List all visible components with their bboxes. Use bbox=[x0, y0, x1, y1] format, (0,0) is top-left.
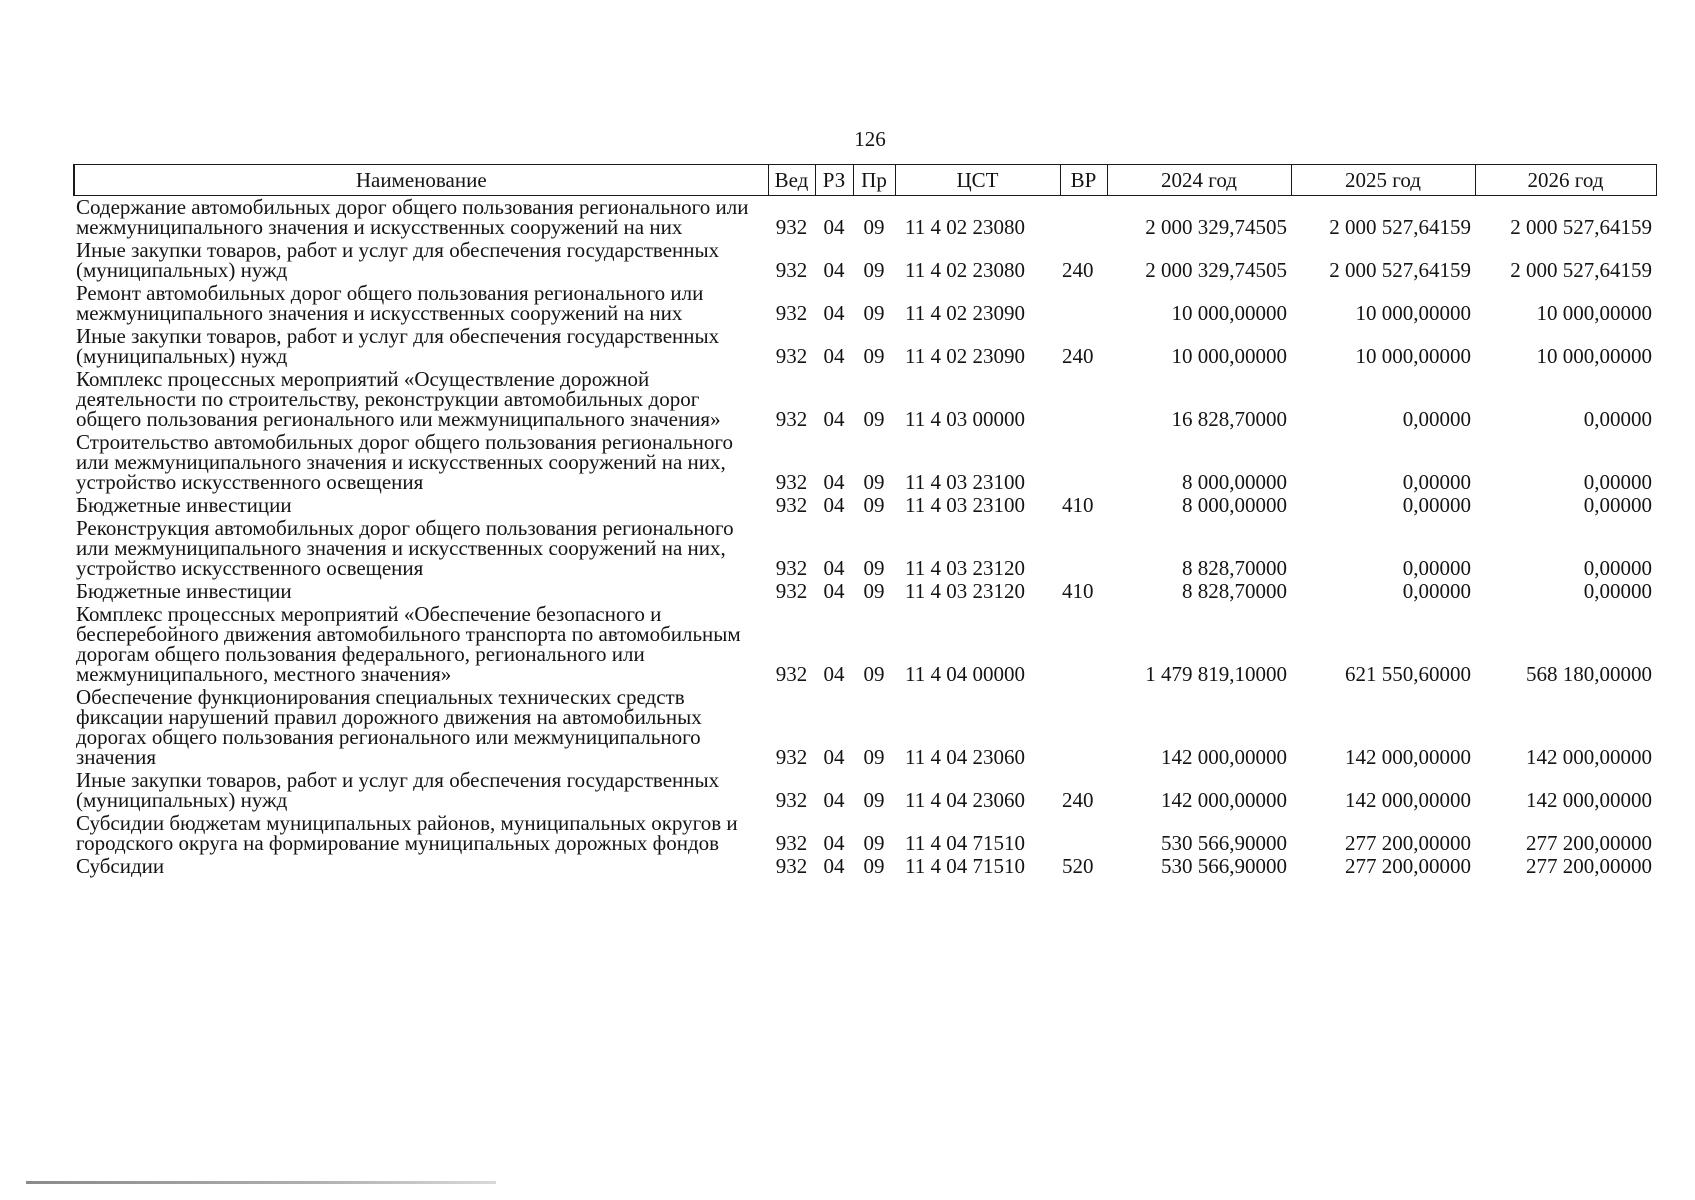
row-vr bbox=[1060, 282, 1107, 325]
row-pr: 09 bbox=[863, 493, 885, 517]
table-row bbox=[74, 282, 1656, 325]
row-rz: 04 bbox=[823, 493, 845, 517]
table-body bbox=[74, 196, 1656, 879]
row-name: Обеспечение функционирования специальных технических средств фиксации нарушений правил дорожного движения на автомобильных дорогах общего пользования регионального или межмуниципального значения bbox=[76, 685, 702, 769]
row-amount-2024: 530 566,90000 bbox=[1161, 854, 1287, 878]
header-rz: РЗ bbox=[815, 165, 853, 196]
row-vr: 410 bbox=[1062, 579, 1094, 603]
row-rz: 04 bbox=[823, 854, 845, 878]
row-pr: 09 bbox=[863, 854, 885, 878]
row-ved: 932 bbox=[775, 662, 808, 686]
row-amount-2026: 2 000 527,64159 bbox=[1510, 258, 1652, 282]
table-row bbox=[74, 325, 1656, 368]
row-amount-2026: 0,00000 bbox=[1583, 407, 1652, 431]
row-amount-2025: 0,00000 bbox=[1402, 493, 1471, 517]
row-amount-2025: 10 000,00000 bbox=[1355, 344, 1471, 368]
table-header-row bbox=[74, 165, 1656, 196]
row-amount-2025: 10 000,00000 bbox=[1355, 301, 1471, 325]
table-row bbox=[74, 517, 1656, 580]
row-amount-2026: 0,00000 bbox=[1583, 556, 1652, 580]
row-cst: 11 4 03 23100 bbox=[905, 470, 1025, 494]
row-vr: 520 bbox=[1062, 854, 1094, 878]
row-vr bbox=[1060, 517, 1107, 580]
row-rz: 04 bbox=[823, 258, 845, 282]
row-name: Субсидии бюджетам муниципальных районов, муниципальных округов и городского округа на формирование муниципальных дорожных фондов bbox=[76, 811, 738, 855]
row-ved: 932 bbox=[775, 788, 808, 812]
row-amount-2024: 8 828,70000 bbox=[1182, 556, 1287, 580]
row-rz: 04 bbox=[823, 745, 845, 769]
row-amount-2026: 10 000,00000 bbox=[1536, 344, 1652, 368]
row-ved: 932 bbox=[775, 831, 808, 855]
row-cst: 11 4 02 23080 bbox=[905, 258, 1025, 282]
header-pr: Пр bbox=[853, 165, 895, 196]
row-vr bbox=[1060, 603, 1107, 686]
table-row bbox=[74, 686, 1656, 769]
row-ved: 932 bbox=[775, 493, 808, 517]
row-amount-2024: 10 000,00000 bbox=[1171, 301, 1287, 325]
table-row bbox=[74, 769, 1656, 812]
row-amount-2026: 0,00000 bbox=[1583, 579, 1652, 603]
row-name: Субсидии bbox=[76, 854, 165, 878]
row-rz: 04 bbox=[823, 556, 845, 580]
row-amount-2024: 8 000,00000 bbox=[1182, 493, 1287, 517]
row-name: Иные закупки товаров, работ и услуг для обеспечения государственных (муниципальных) нужд bbox=[76, 238, 720, 282]
row-amount-2024: 10 000,00000 bbox=[1171, 344, 1287, 368]
row-name: Комплекс процессных мероприятий «Обеспечение безопасного и бесперебойного движения автомобильного транспорта по автомобильным дорогам общего пользования федерального, регионального или межмуниципального, местного значения» bbox=[76, 602, 741, 686]
row-amount-2026: 568 180,00000 bbox=[1526, 662, 1652, 686]
row-pr: 09 bbox=[863, 662, 885, 686]
row-rz: 04 bbox=[823, 579, 845, 603]
table-row bbox=[74, 580, 1656, 603]
row-amount-2024: 2 000 329,74505 bbox=[1145, 258, 1287, 282]
row-pr: 09 bbox=[863, 579, 885, 603]
row-ved: 932 bbox=[775, 258, 808, 282]
row-amount-2026: 142 000,00000 bbox=[1526, 745, 1652, 769]
row-amount-2026: 2 000 527,64159 bbox=[1510, 215, 1652, 239]
table-row bbox=[74, 239, 1656, 282]
table-row bbox=[74, 196, 1656, 240]
row-amount-2025: 0,00000 bbox=[1402, 470, 1471, 494]
row-cst: 11 4 02 23090 bbox=[905, 344, 1025, 368]
table-row bbox=[74, 431, 1656, 494]
row-vr bbox=[1060, 368, 1107, 431]
row-cst: 11 4 04 71510 bbox=[905, 854, 1025, 878]
row-rz: 04 bbox=[823, 788, 845, 812]
row-cst: 11 4 03 00000 bbox=[905, 407, 1025, 431]
row-name: Бюджетные инвестиции bbox=[76, 493, 292, 517]
row-name: Бюджетные инвестиции bbox=[76, 579, 292, 603]
row-rz: 04 bbox=[823, 407, 845, 431]
row-rz: 04 bbox=[823, 301, 845, 325]
row-name: Ремонт автомобильных дорог общего пользования регионального или межмуниципального значения и искусственных сооружений на них bbox=[76, 281, 704, 325]
budget-table bbox=[73, 164, 1657, 878]
row-amount-2024: 142 000,00000 bbox=[1161, 745, 1287, 769]
row-amount-2024: 2 000 329,74505 bbox=[1145, 215, 1287, 239]
row-amount-2025: 142 000,00000 bbox=[1345, 745, 1471, 769]
page-number: 126 bbox=[854, 127, 886, 151]
row-amount-2024: 16 828,70000 bbox=[1171, 407, 1287, 431]
row-amount-2025: 277 200,00000 bbox=[1345, 831, 1471, 855]
row-ved: 932 bbox=[775, 556, 808, 580]
row-cst: 11 4 03 23120 bbox=[905, 556, 1025, 580]
row-amount-2026: 0,00000 bbox=[1583, 493, 1652, 517]
row-pr: 09 bbox=[863, 470, 885, 494]
row-amount-2025: 621 550,60000 bbox=[1345, 662, 1471, 686]
row-pr: 09 bbox=[863, 258, 885, 282]
row-rz: 04 bbox=[823, 831, 845, 855]
row-vr: 240 bbox=[1062, 788, 1094, 812]
header-2024: 2024 год bbox=[1107, 165, 1291, 196]
row-ved: 932 bbox=[775, 854, 808, 878]
row-cst: 11 4 04 23060 bbox=[905, 788, 1025, 812]
row-pr: 09 bbox=[863, 831, 885, 855]
row-cst: 11 4 04 00000 bbox=[905, 662, 1025, 686]
row-amount-2026: 142 000,00000 bbox=[1526, 788, 1652, 812]
row-name: Комплекс процессных мероприятий «Осуществление дорожной деятельности по строительству, реконструкции автомобильных дорог общего пользования регионального или межмуниципального значения» bbox=[76, 367, 721, 431]
header-name: Наименование bbox=[74, 165, 768, 196]
row-pr: 09 bbox=[863, 788, 885, 812]
row-amount-2024: 142 000,00000 bbox=[1161, 788, 1287, 812]
row-name: Содержание автомобильных дорог общего пользования регионального или межмуниципального значения и искусственных сооружений на них bbox=[76, 195, 749, 239]
header-ved: Вед bbox=[768, 165, 815, 196]
row-vr: 410 bbox=[1062, 493, 1094, 517]
row-amount-2024: 1 479 819,10000 bbox=[1145, 662, 1287, 686]
row-pr: 09 bbox=[863, 556, 885, 580]
header-cst: ЦСТ bbox=[895, 165, 1060, 196]
row-name: Строительство автомобильных дорог общего пользования регионального или межмуниципального значения и искусственных сооружений на них, устройство искусственного освещения bbox=[76, 430, 733, 494]
row-vr bbox=[1060, 431, 1107, 494]
row-ved: 932 bbox=[775, 301, 808, 325]
row-amount-2025: 2 000 527,64159 bbox=[1329, 215, 1471, 239]
row-name: Иные закупки товаров, работ и услуг для обеспечения государственных (муниципальных) нужд bbox=[76, 768, 720, 812]
row-amount-2025: 142 000,00000 bbox=[1345, 788, 1471, 812]
row-cst: 11 4 03 23120 bbox=[905, 579, 1025, 603]
row-amount-2026: 277 200,00000 bbox=[1526, 831, 1652, 855]
row-rz: 04 bbox=[823, 344, 845, 368]
row-name: Иные закупки товаров, работ и услуг для обеспечения государственных (муниципальных) нужд bbox=[76, 324, 720, 368]
row-pr: 09 bbox=[863, 745, 885, 769]
row-amount-2025: 2 000 527,64159 bbox=[1329, 258, 1471, 282]
scan-artifact-line bbox=[26, 1181, 496, 1184]
row-rz: 04 bbox=[823, 470, 845, 494]
row-amount-2025: 0,00000 bbox=[1402, 556, 1471, 580]
row-pr: 09 bbox=[863, 215, 885, 239]
table-row bbox=[74, 368, 1656, 431]
row-ved: 932 bbox=[775, 745, 808, 769]
row-ved: 932 bbox=[775, 215, 808, 239]
row-ved: 932 bbox=[775, 407, 808, 431]
row-cst: 11 4 02 23090 bbox=[905, 301, 1025, 325]
row-rz: 04 bbox=[823, 215, 845, 239]
row-cst: 11 4 02 23080 bbox=[905, 215, 1025, 239]
row-amount-2025: 0,00000 bbox=[1402, 579, 1471, 603]
row-cst: 11 4 03 23100 bbox=[905, 493, 1025, 517]
row-pr: 09 bbox=[863, 407, 885, 431]
row-amount-2026: 0,00000 bbox=[1583, 470, 1652, 494]
row-amount-2026: 10 000,00000 bbox=[1536, 301, 1652, 325]
row-amount-2025: 0,00000 bbox=[1402, 407, 1471, 431]
row-vr bbox=[1060, 686, 1107, 769]
header-vr: ВР bbox=[1060, 165, 1107, 196]
header-2026: 2026 год bbox=[1475, 165, 1656, 196]
row-amount-2024: 8 828,70000 bbox=[1182, 579, 1287, 603]
table-row bbox=[74, 855, 1656, 878]
row-vr bbox=[1060, 196, 1107, 240]
table-row bbox=[74, 812, 1656, 855]
row-vr: 240 bbox=[1062, 344, 1094, 368]
row-pr: 09 bbox=[863, 344, 885, 368]
row-pr: 09 bbox=[863, 301, 885, 325]
header-2025: 2025 год bbox=[1291, 165, 1475, 196]
row-rz: 04 bbox=[823, 662, 845, 686]
row-vr: 240 bbox=[1062, 258, 1094, 282]
row-vr bbox=[1060, 812, 1107, 855]
row-ved: 932 bbox=[775, 579, 808, 603]
row-cst: 11 4 04 71510 bbox=[905, 831, 1025, 855]
table-row bbox=[74, 603, 1656, 686]
row-name: Реконструкция автомобильных дорог общего пользования регионального или межмуниципального значения и искусственных сооружений на них, устройство искусственного освещения bbox=[76, 516, 734, 580]
table-row bbox=[74, 494, 1656, 517]
row-ved: 932 bbox=[775, 344, 808, 368]
row-amount-2026: 277 200,00000 bbox=[1526, 854, 1652, 878]
row-amount-2025: 277 200,00000 bbox=[1345, 854, 1471, 878]
row-amount-2024: 8 000,00000 bbox=[1182, 470, 1287, 494]
row-ved: 932 bbox=[775, 470, 808, 494]
row-cst: 11 4 04 23060 bbox=[905, 745, 1025, 769]
row-amount-2024: 530 566,90000 bbox=[1161, 831, 1287, 855]
